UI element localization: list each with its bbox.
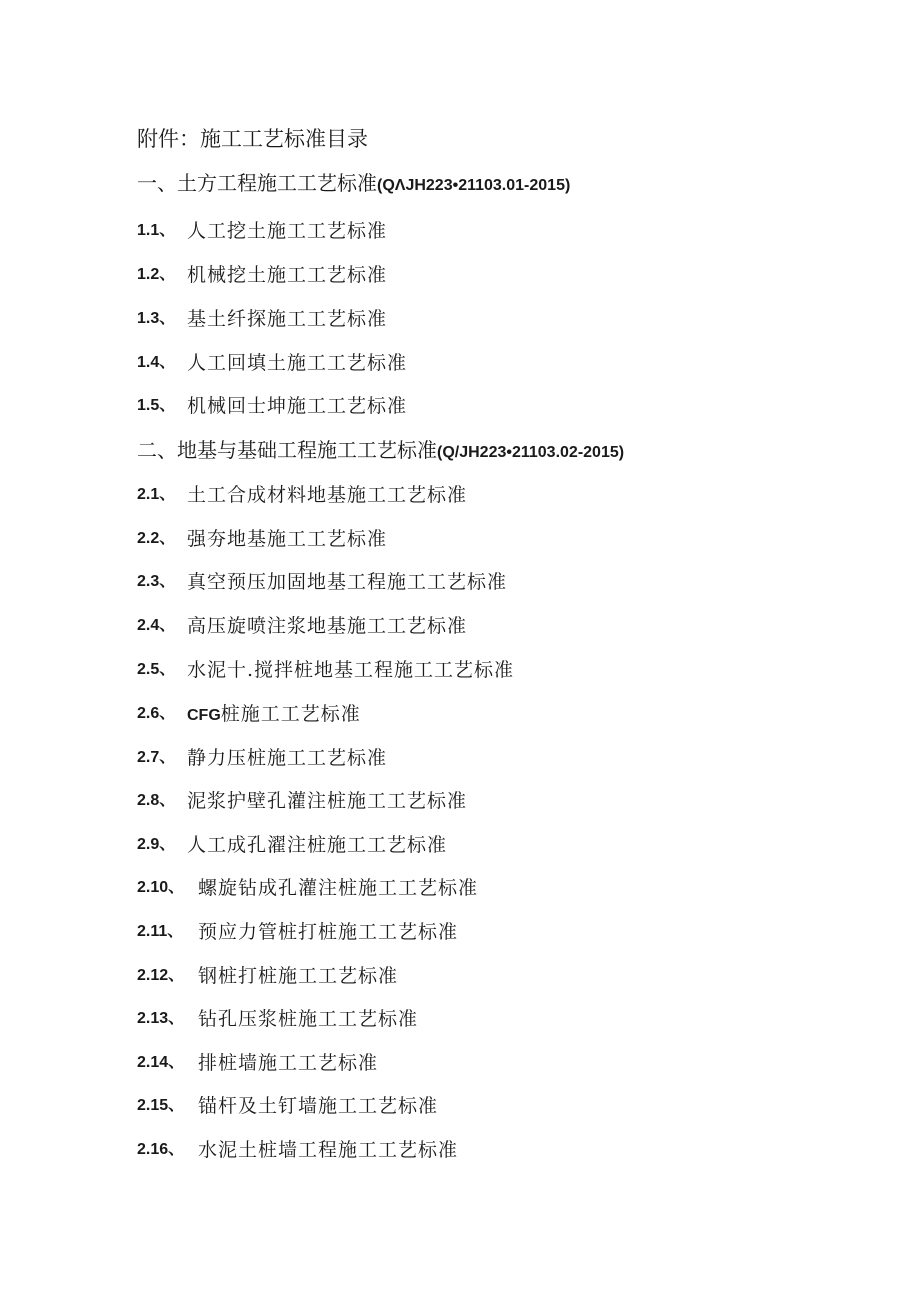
toc-item-number: 2.1、: [137, 486, 176, 503]
toc-item: [137, 304, 387, 334]
toc-item-number: 2.9、: [137, 836, 176, 853]
toc-item-number: 2.8、: [137, 792, 176, 809]
toc-item-number: 1.4、: [137, 354, 176, 371]
toc-item-label: 机械挖土施工工艺标准: [187, 264, 388, 286]
toc-item: [137, 480, 467, 510]
document-title: 附件：施工工艺标准目录: [137, 127, 368, 151]
toc-item-label: 基土纤探施工工艺标准: [187, 308, 388, 330]
toc-item-label: 锚杆及土钉墙施工工艺标准: [198, 1095, 439, 1117]
toc-item-label: 人工挖土施工工艺标准: [187, 220, 388, 242]
toc-item: [137, 786, 467, 816]
toc-item: [137, 567, 507, 597]
toc-item-label: 水泥土桩墙工程施工工艺标准: [198, 1139, 459, 1161]
toc-item: [137, 1091, 438, 1121]
toc-item-number: 2.14、: [137, 1054, 185, 1071]
toc-item: [137, 391, 407, 421]
toc-item: [137, 830, 447, 860]
section-heading-foundation: [137, 435, 624, 468]
toc-item-number: 2.12、: [137, 967, 185, 984]
toc-item: [137, 216, 387, 246]
section-heading-text: 二、地基与基础工程施工工艺标准: [137, 438, 437, 462]
toc-item-label: 螺旋钻成孔灌注桩施工工艺标准: [198, 877, 479, 899]
toc-item-label: 钢桩打桩施工工艺标准: [198, 965, 399, 987]
toc-item-label-latin: CFG: [187, 707, 221, 724]
toc-item: [137, 917, 458, 947]
toc-item-label: 人工回填土施工工艺标准: [187, 352, 408, 374]
toc-item: [137, 961, 398, 991]
toc-item-label-text: 桩施工工艺标准: [220, 703, 361, 725]
toc-item-label: 人工成孔濯注桩施工工艺标准: [187, 834, 448, 856]
toc-item: [137, 611, 467, 641]
section-heading-code: (QΛJH223•21103.01-2015): [377, 177, 571, 194]
toc-item: [137, 260, 387, 290]
toc-item: [137, 1004, 418, 1034]
toc-item: [137, 524, 387, 554]
toc-item: [137, 655, 514, 685]
toc-item: [137, 1135, 458, 1165]
toc-item-number: 2.10、: [137, 879, 185, 896]
toc-item: [137, 348, 407, 378]
toc-item-number: 2.15、: [137, 1097, 185, 1114]
toc-item-number: 2.7、: [137, 749, 176, 766]
toc-item-label: 水泥十.搅拌桩地基工程施工工艺标准: [187, 659, 515, 681]
toc-item-number: 1.1、: [137, 222, 176, 239]
section-heading-earthwork: [137, 168, 570, 201]
toc-item-number: 2.4、: [137, 617, 176, 634]
toc-item-label: 真空预压加固地基工程施工工艺标准: [187, 571, 508, 593]
toc-item-label: 机械回士坤施工工艺标准: [187, 395, 408, 417]
toc-item-number: 1.5、: [137, 397, 176, 414]
toc-item: [137, 699, 361, 729]
toc-item-label: [187, 699, 361, 731]
toc-item-label: 静力压桩施工工艺标准: [187, 747, 388, 769]
toc-item-number: 2.3、: [137, 573, 176, 590]
toc-item: [137, 743, 387, 773]
toc-item-number: 2.6、: [137, 705, 176, 722]
toc-item-number: 1.2、: [137, 266, 176, 283]
toc-item-number: 1.3、: [137, 310, 176, 327]
section-heading-code: (Q/JH223•21103.02-2015): [437, 444, 625, 461]
toc-item-label: 土工合成材料地基施工工艺标准: [187, 484, 468, 506]
toc-item-number: 2.5、: [137, 661, 176, 678]
toc-item: [137, 1048, 378, 1078]
section-heading-text: 一、土方工程施工工艺标准: [137, 171, 377, 195]
toc-item-number: 2.13、: [137, 1010, 185, 1027]
toc-item-label: 预应力管桩打桩施工工艺标准: [198, 921, 459, 943]
toc-item-label: 高压旋喷注浆地基施工工艺标准: [187, 615, 468, 637]
toc-item: [137, 873, 478, 903]
toc-item-label: 强夯地基施工工艺标准: [187, 528, 388, 550]
toc-item-number: 2.16、: [137, 1141, 185, 1158]
toc-item-number: 2.11、: [137, 923, 184, 940]
toc-item-label: 排桩墙施工工艺标准: [198, 1052, 379, 1074]
toc-item-number: 2.2、: [137, 530, 176, 547]
toc-item-label: 钻孔压浆桩施工工艺标准: [198, 1008, 419, 1030]
toc-item-label: 泥浆护壁孔灌注桩施工工艺标准: [187, 790, 468, 812]
